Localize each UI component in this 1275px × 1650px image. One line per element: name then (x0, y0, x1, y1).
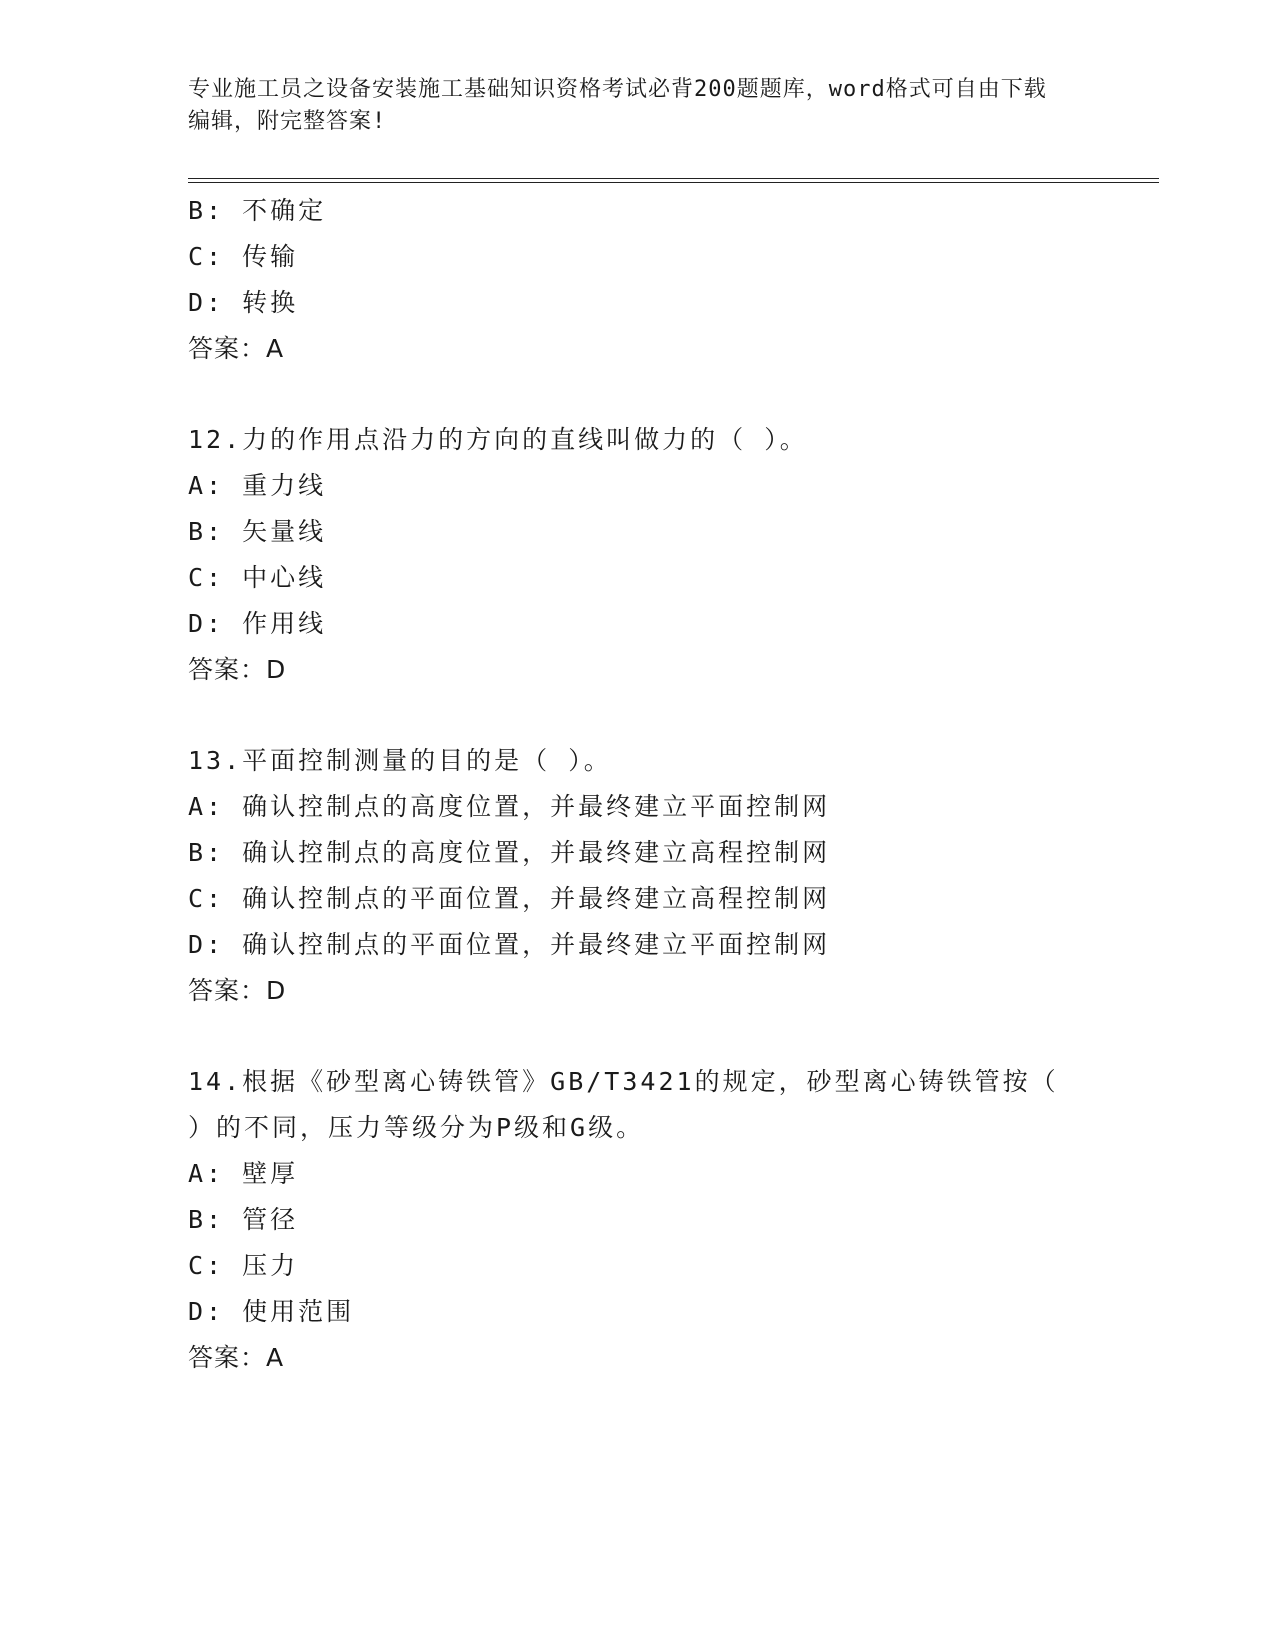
option: D: 确认控制点的平面位置，并最终建立平面控制网 (188, 930, 831, 959)
question-13 (188, 738, 1088, 1014)
option: D: 使用范围 (188, 1297, 355, 1326)
option: B: 矢量线 (188, 517, 327, 546)
option: A: 确认控制点的高度位置，并最终建立平面控制网 (188, 792, 831, 821)
question-text: 13.平面控制测量的目的是（ ）。 (188, 746, 612, 775)
header-divider (188, 178, 1159, 183)
option: B: 管径 (188, 1205, 299, 1234)
option: C: 压力 (188, 1251, 299, 1280)
option: A: 重力线 (188, 471, 327, 500)
document-header (188, 74, 1068, 138)
option: C: 中心线 (188, 563, 327, 592)
option: A: 壁厚 (188, 1159, 299, 1188)
option: C: 确认控制点的平面位置，并最终建立高程控制网 (188, 884, 831, 913)
question-continuation (188, 188, 1088, 372)
answer-line: 答案：A (188, 1343, 285, 1372)
option: D: 作用线 (188, 609, 327, 638)
document-title: 专业施工员之设备安装施工基础知识资格考试必背200题题库，word格式可自由下载编辑，附完整答案! (188, 77, 1047, 134)
question-14 (188, 1059, 1088, 1381)
option: B: 确认控制点的高度位置，并最终建立高程控制网 (188, 838, 831, 867)
answer-line: 答案：A (188, 334, 285, 363)
question-text: 12.力的作用点沿力的方向的直线叫做力的（ ）。 (188, 425, 808, 454)
option: B: 不确定 (188, 196, 327, 225)
answer-line: 答案：D (188, 655, 287, 684)
question-text: 14.根据《砂型离心铸铁管》GB/T3421的规定，砂型离心铸铁管按（ ）的不同，压力等级分为P级和G级。 (188, 1067, 1059, 1142)
answer-line: 答案：D (188, 976, 287, 1005)
option: C: 传输 (188, 242, 299, 271)
question-12 (188, 417, 1088, 693)
option: D: 转换 (188, 288, 299, 317)
question-list (188, 188, 1088, 1381)
